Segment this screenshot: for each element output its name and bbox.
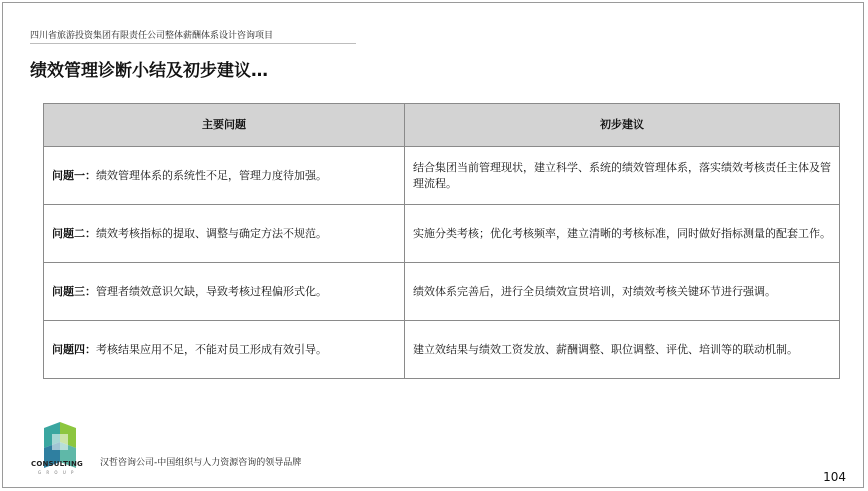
table-row [44,321,840,379]
problem-text: 管理者绩效意识欠缺，导致考核过程偏形式化。 [96,284,327,298]
problem-cell [44,147,405,205]
problem-text: 绩效管理体系的系统性不足，管理力度待加强。 [96,168,327,182]
logo-subtext: G R O U P [38,470,76,475]
slide-title: 绩效管理诊断小结及初步建议… [30,61,268,81]
problem-cell [44,263,405,321]
problem-label: 问题三： [52,284,96,298]
header-problem: 主要问题 [44,104,405,147]
table-row [44,147,840,205]
table-row [44,205,840,263]
problem-label: 问题二： [52,226,96,240]
problem-text: 考核结果应用不足，不能对员工形成有效引导。 [96,342,327,356]
table-header-row [44,104,840,147]
issues-table [43,103,840,379]
header-suggestion: 初步建议 [405,104,840,147]
project-name: 四川省旅游投资集团有限责任公司整体薪酬体系设计咨询项目 [30,31,274,41]
suggestion-cell: 结合集团当前管理现状，建立科学、系统的绩效管理体系，落实绩效考核责任主体及管理流程。 [405,147,840,205]
problem-label: 问题一： [52,168,96,182]
suggestion-cell: 绩效体系完善后，进行全员绩效宣贯培训，对绩效考核关键环节进行强调。 [405,263,840,321]
problem-cell [44,205,405,263]
problem-cell [44,321,405,379]
page-number: 104 [823,470,846,484]
table-row [44,263,840,321]
logo-wordmark: CONSULTING [31,460,83,468]
suggestion-cell: 实施分类考核；优化考核频率，建立清晰的考核标准，同时做好指标测量的配套工作。 [405,205,840,263]
problem-label: 问题四： [52,342,96,356]
footer-tagline: 汉哲咨询公司-中国组织与人力资源咨询的领导品牌 [100,458,302,468]
problem-text: 绩效考核指标的提取、调整与确定方法不规范。 [96,226,327,240]
header-divider [30,43,356,44]
suggestion-cell: 建立效结果与绩效工资发放、薪酬调整、职位调整、评优、培训等的联动机制。 [405,321,840,379]
